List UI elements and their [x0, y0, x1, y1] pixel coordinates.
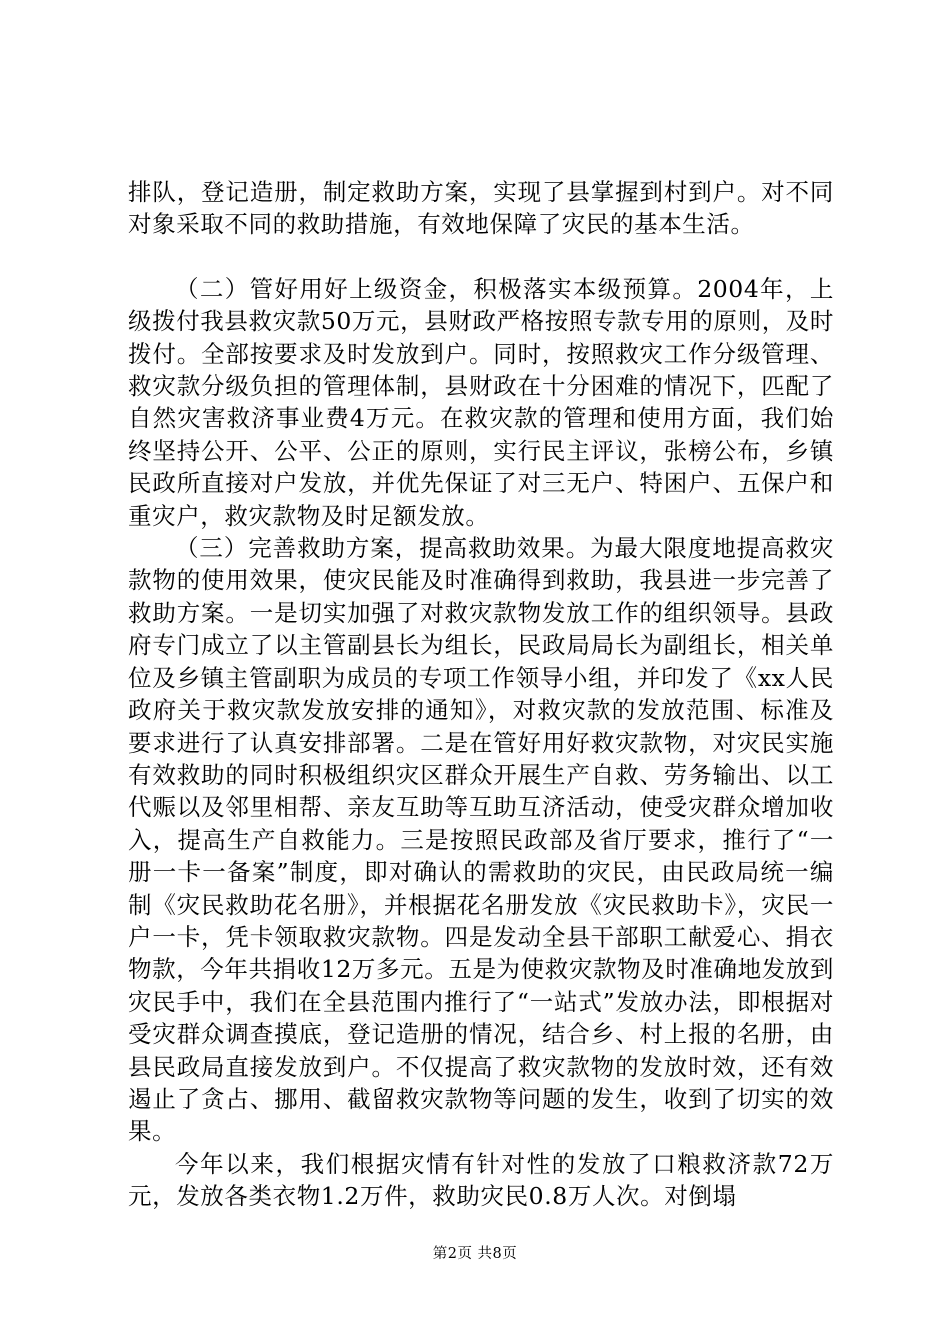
paragraph-gap	[128, 241, 834, 273]
page-number-label: 第2页 共8页	[432, 1246, 518, 1262]
paragraph-summary: 今年以来，我们根据灾情有针对性的发放了口粮救济款72万元，发放各类衣物1.2万件，救助灾民0.8万人次。对倒塌	[128, 1149, 834, 1211]
paragraph-section-2: （二）管好用好上级资金，积极落实本级预算。2004年，上级拨付我县救灾款50万元，县财政严格按照专款专用的原则，及时拨付。全部按要求及时发放到户。同时，按照救灾工作分级管理、救灾款分级负担的管理体制，县财政在十分困难的情况下，匹配了自然灾害救济事业费4万元。在救灾款的管理和使用方面，我们始终坚持公开、公平、公正的原则，实行民主评议，张榜公布，乡镇民政所直接对户发放，并优先保证了对三无户、特困户、五保户和重灾户，救灾款物及时足额发放。	[128, 274, 834, 530]
document-body	[128, 176, 834, 1213]
page-footer	[0, 1244, 950, 1264]
paragraph-section-3: （三）完善救助方案，提高救助效果。为最大限度地提高救灾款物的使用效果，使灾民能及时准确得到救助，我县进一步完善了救助方案。一是切实加强了对救灾款物发放工作的组织领导。县政府专门成立了以主管副县长为组长，民政局局长为副组长，相关单位及乡镇主管副职为成员的专项工作领导小组，并印发了《xx人民政府关于救灾款发放安排的通知》，对救灾款的发放范围、标准及要求进行了认真安排部署。二是在管好用好救灾款物，对灾民实施有效救助的同时积极组织灾区群众开展生产自救、劳务输出、以工代赈以及邻里相帮、亲友互助等互助互济活动，使受灾群众增加收入，提高生产自救能力。三是按照民政部及省厅要求，推行了“一册一卡一备案”制度，即对确认的需救助的灾民，由民政局统一编制《灾民救助花名册》，并根据花名册发放《灾民救助卡》，灾民一户一卡，凭卡领取救灾款物。四是发动全县干部职工献爱心、捐衣物款，今年共捐收12万多元。五是为使救灾款物及时准确地发放到灾民手中，我们在全县范围内推行了“一站式”发放办法，即根据对受灾群众调查摸底，登记造册的情况，结合乡、村上报的名册，由县民政局直接发放到户。不仅提高了救灾款物的发放时效，还有效遏止了贪占、挪用、截留救灾款物等问题的发生，收到了切实的效果。	[128, 534, 834, 1146]
paragraph-continuation: 排队，登记造册，制定救助方案，实现了县掌握到村到户。对不同对象采取不同的救助措施，有效地保障了灾民的基本生活。	[128, 178, 834, 239]
